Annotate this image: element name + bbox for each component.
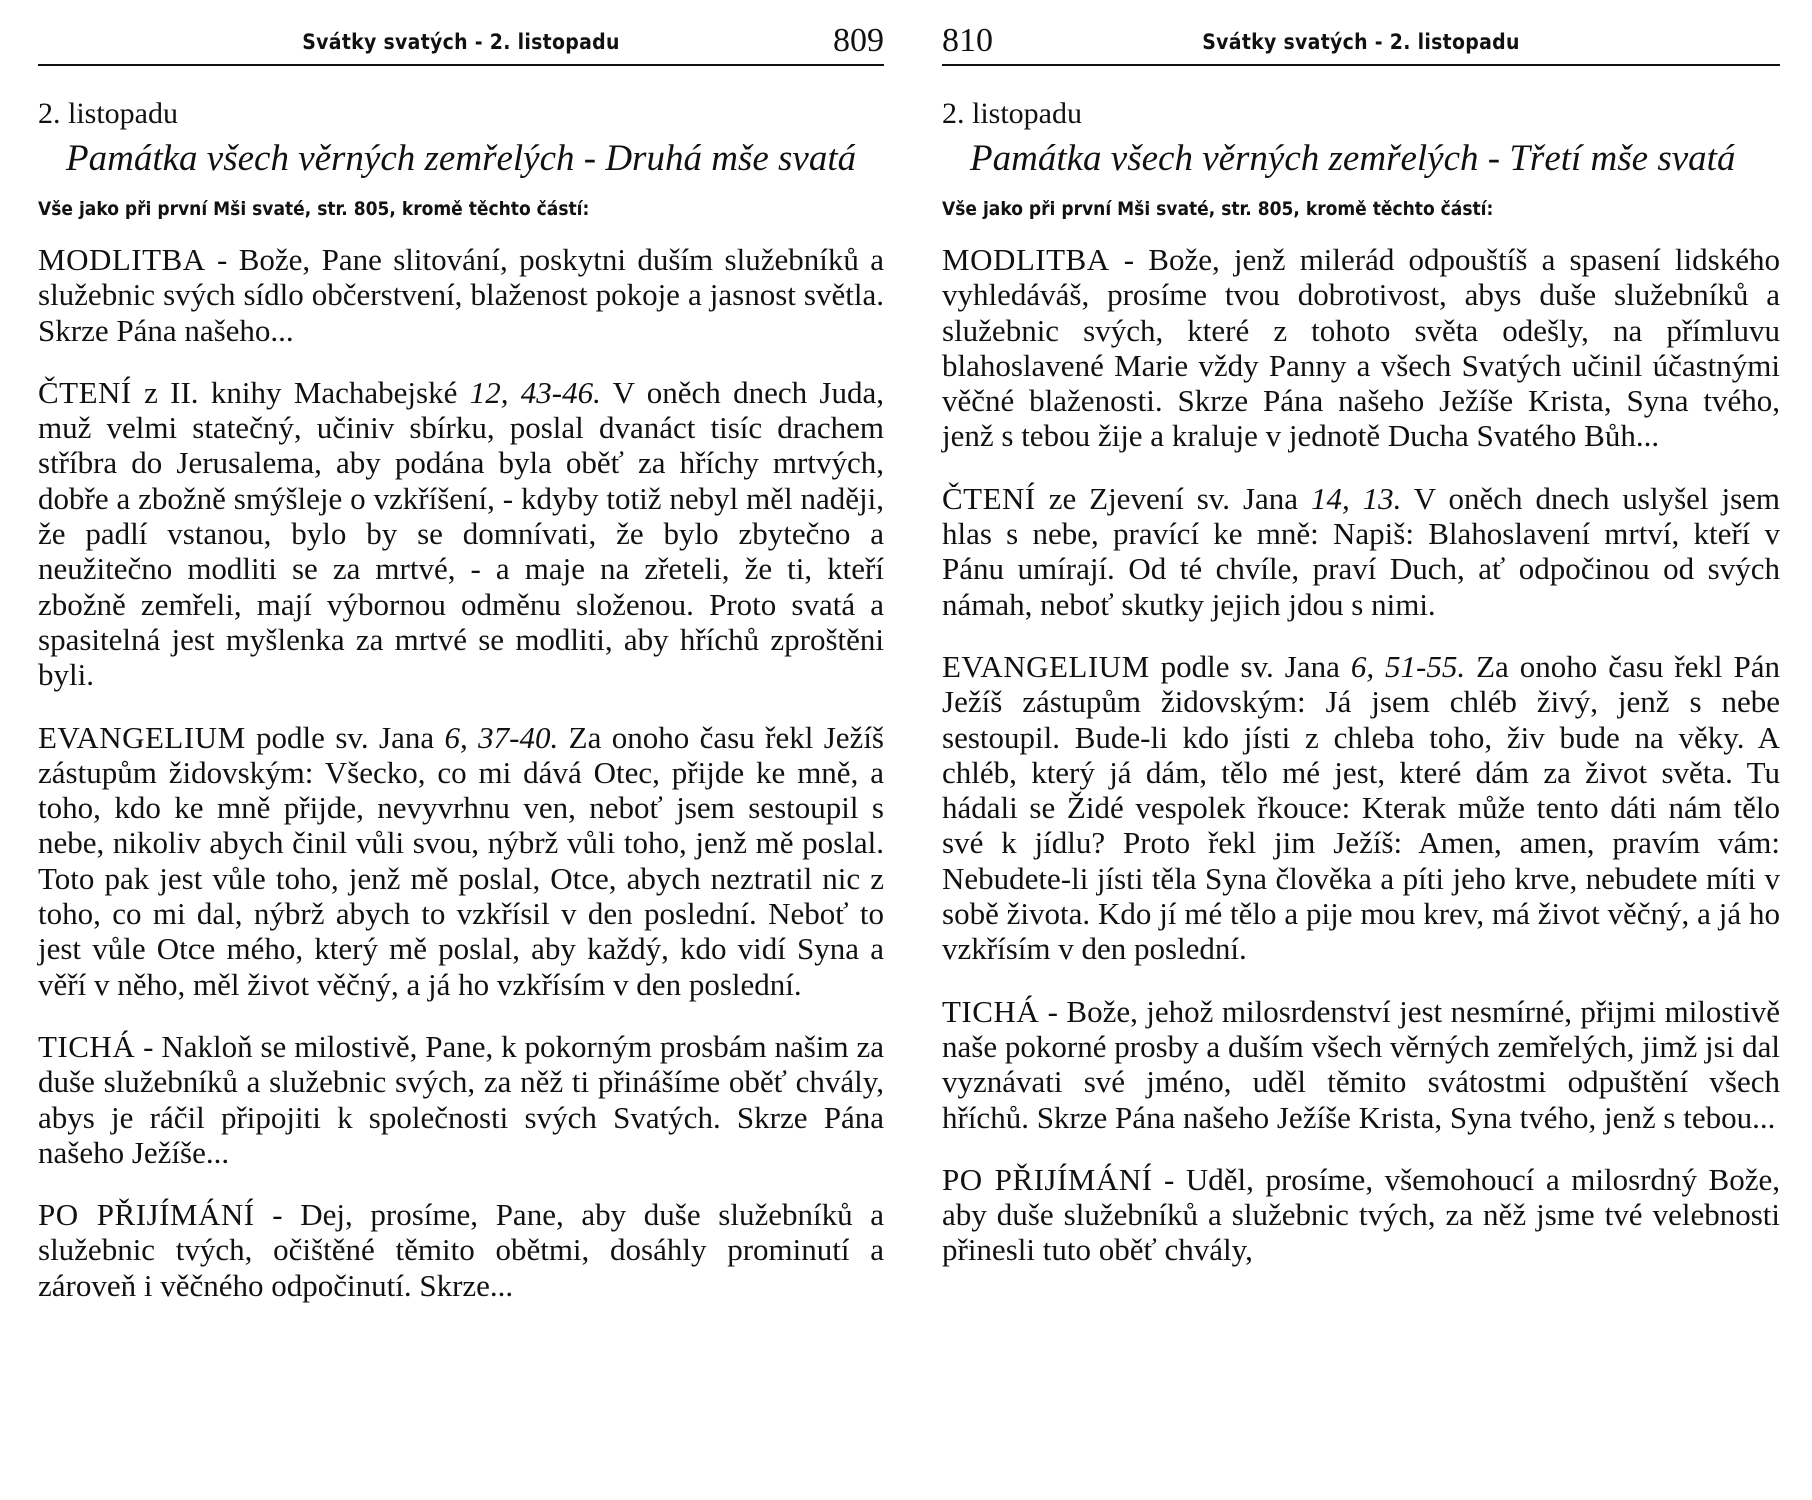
section-text: - Nakloň se milostivě, Pane, k pokorným prosbám našim za duše služebníků a služebnic svých, za něž ti přinášíme oběť chvály, abys je ráčil připojiti k společnosti svých Svatých. Skrze Pána našeho Ježíše... — [38, 1028, 884, 1170]
section-reference: 6, 51-55. — [1350, 648, 1466, 684]
mass-title: Památka všech věrných zemřelých - Třetí mše svatá — [970, 138, 1736, 179]
mass-title: Památka všech věrných zemřelých - Druhá mše svatá — [66, 138, 857, 179]
section-reference: 6, 37-40. — [444, 719, 559, 755]
section-heading: ČTENÍ — [38, 374, 132, 410]
section-text: V oněch dnech Juda, muž velmi statečný, učiniv sbírku, poslal dvanáct tisíc drachem stříbra do Jerusalema, aby podána byla oběť za hříchy mrtvých, dobře a zbožně smýšleje o vzkříšení, - kdyby totiž nebyl měl naději, že padlí vstanou, bylo by se domnívati, že bylo zbytečno a neužitečno modliti se za mrtvé, - a maje na zřeteli, že ti, kteří zbožně zemřeli, mají výbornou odměnu složenou. Proto svatá a spasitelná jest myšlenka za mrtvé se modliti, aby hříchů zproštěni byli. — [38, 374, 885, 693]
section-reference-prefix: ze Zjevení sv. Jana — [1035, 480, 1311, 516]
section-heading: ČTENÍ — [942, 480, 1036, 516]
rubric-note: Vše jako při první Mši svaté, str. 805, kromě těchto částí: — [38, 198, 590, 220]
rubric-note: Vše jako při první Mši svaté, str. 805, kromě těchto částí: — [942, 198, 1494, 220]
section-heading: PO PŘIJÍMÁNÍ — [942, 1161, 1153, 1197]
section-reference: 12, 43-46. — [469, 374, 601, 410]
section-ticha — [38, 1029, 884, 1170]
section-text: - Bože, jenž milerád odpouštíš a spasení lidského vyhledáváš, prosíme tvou dobrotivost, abys duše služebníků a služebnic svých, které z tohoto světa odešly, na přímluvu blahoslavené Marie vždy Panny a všech Svatých učinil účastnými věčné blaženosti. Skrze Pána našeho Ježíše Krista, Syna tvého, jenž s tebou žije a kraluje v jednotě Ducha Svatého Bůh... — [942, 242, 1780, 454]
section-cteni — [38, 375, 884, 693]
section-ticha — [942, 994, 1780, 1135]
section-heading: TICHÁ — [942, 993, 1040, 1029]
section-text: - Bože, Pane slitování, poskytni duším služebníků a služebnic svých sídlo občerstvení, blaženost pokoje a jasnost světla. Skrze Pána našeho... — [38, 242, 884, 348]
running-head-title: Svátky svatých - 2. listopadu — [1202, 30, 1520, 54]
section-heading: EVANGELIUM — [942, 648, 1150, 684]
page-number: 810 — [942, 22, 993, 59]
section-heading: TICHÁ — [38, 1028, 136, 1064]
running-head-title: Svátky svatých - 2. listopadu — [302, 30, 620, 54]
header-rule — [942, 64, 1780, 66]
left-page — [38, 0, 884, 1500]
section-evangelium — [942, 649, 1780, 967]
running-head — [38, 22, 884, 62]
running-head — [942, 22, 1780, 62]
feast-date: 2. listopadu — [38, 97, 178, 130]
section-modlitba — [942, 242, 1780, 454]
section-reference: 14, 13. — [1310, 480, 1402, 516]
section-heading: PO PŘIJÍMÁNÍ — [38, 1197, 255, 1233]
section-text: Za onoho času řekl Pán Ježíš zástupům židovským: Já jsem chléb živý, jenž s nebe sestoupil. Bude-li kdo jísti z chleba toho, živ bude na věky. A chléb, který já dám, tělo mé jest, které dám za život světa. Tu hádali se Židé vespolek řkouce: Kterak může tento dáti nám tělo své k jídlu? Proto řekl jim Ježíš: Amen, amen, pravím vám: Nebudete-li jísti těla Syna člověka a píti jeho krve, nebudete míti v sobě života. Kdo jí mé tělo a pije mou krev, má život věčný, a já ho vzkřísím v den poslední. — [942, 648, 1780, 967]
page-content — [38, 96, 884, 1330]
section-po-prijimani — [942, 1162, 1780, 1268]
section-heading: MODLITBA — [38, 242, 206, 277]
section-text: - Dej, prosíme, Pane, aby duše služebníků a služebnic tvých, očištěné těmito obětmi, dosáhly prominutí a zároveň i věčného odpočinutí. Skrze... — [38, 1197, 884, 1303]
section-text: - Uděl, prosíme, všemohoucí a milosrdný Bože, aby duše služebníků a služebnic tvých, za něž jsme tvé velebnosti přinesli tuto oběť chvály, — [942, 1161, 1780, 1268]
section-po-prijimani — [38, 1197, 884, 1303]
section-text: V oněch dnech uslyšel jsem hlas s nebe, pravící ke mně: Napiš: Blahoslavení mrtví, kteří v Pánu umírají. Od té chvíle, praví Duch, ať odpočinou od svých námah, neboť skutky jejich jdou s nimi. — [942, 480, 1781, 622]
section-text: Za onoho času řekl Ježíš zástupům židovským: Všecko, co mi dává Otec, přijde ke mně, a toho, kdo ke mně přijde, nevyvrhnu ven, neboť jsem sestoupil s nebe, nikoliv abych činil vůli svou, nýbrž vůli toho, jenž mě poslal. Toto pak jest vůle toho, jenž mě poslal, Otce, abych neztratil nic z toho, co mi dal, nýbrž abych to vzkřísil v den poslední. Neboť to jest vůle Otce mého, který mě poslal, aby každý, kdo vidí Syna a věří v něho, měl život věčný, a já ho vzkřísím v den poslední. — [38, 719, 884, 1002]
header-rule — [38, 64, 884, 66]
section-reference-prefix: z II. knihy Machabejské — [131, 374, 470, 410]
right-page — [942, 0, 1780, 1500]
section-cteni — [942, 481, 1780, 622]
section-heading: EVANGELIUM — [38, 719, 246, 755]
section-evangelium — [38, 720, 884, 1002]
section-reference-prefix: podle sv. Jana — [245, 719, 445, 755]
feast-date: 2. listopadu — [942, 97, 1082, 130]
page-content — [942, 96, 1780, 1295]
page-number: 809 — [833, 22, 884, 59]
section-reference-prefix: podle sv. Jana — [1149, 648, 1351, 684]
section-text: - Bože, jehož milosrdenství jest nesmírné, přijmi milostivě naše pokorné prosby a duším všech věrných zemřelých, jimž jsi dal vyznávati své jméno, uděl těmito svátostmi odpuštění všech hříchů. Skrze Pána našeho Ježíše Krista, Syna tvého, jenž s tebou... — [942, 993, 1780, 1135]
section-modlitba — [38, 242, 884, 348]
section-heading: MODLITBA — [942, 242, 1110, 277]
